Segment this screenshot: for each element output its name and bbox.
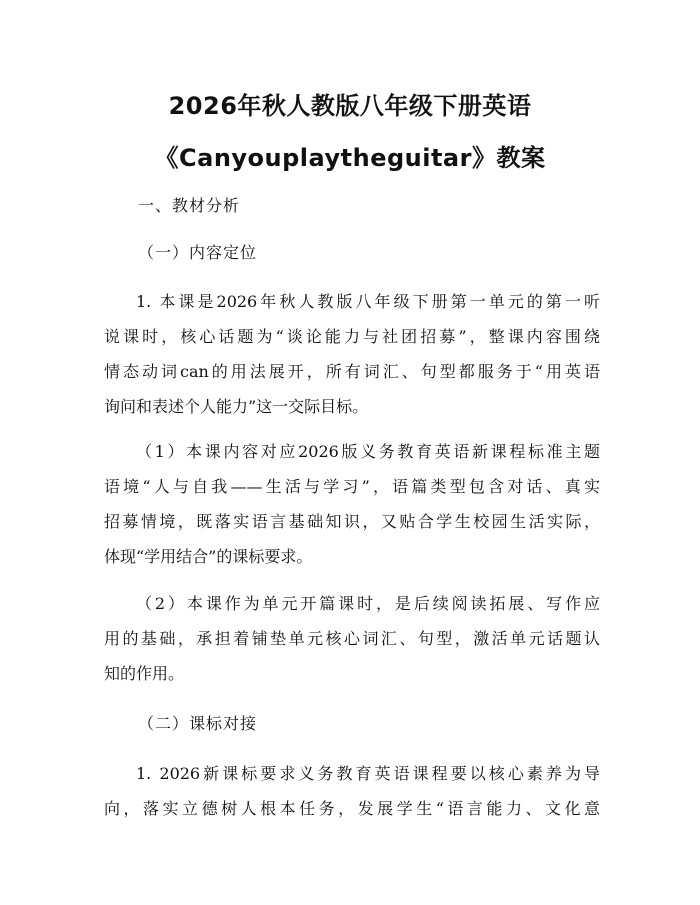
paragraph-line: 向，落实立德树人根本任务，发展学生“语言能力、文化意: [104, 799, 600, 818]
paragraph-2: [104, 434, 600, 574]
paragraph-3: [104, 586, 600, 691]
paragraph-line: 1. 2026新课标要求义务教育英语课程要以核心素养为导: [136, 764, 600, 783]
paragraph-line: 招募情境，既落实语言基础知识，又贴合学生校园生活实际，: [104, 512, 600, 531]
paragraph-line: 说课时，核心话题为“谈论能力与社团招募”，整课内容围绕: [104, 327, 600, 346]
paragraph-1: [104, 284, 600, 424]
paragraph-line: 知的作用。: [104, 664, 185, 683]
document-title-line-2: 《Canyouplaytheguitar》教案: [154, 144, 546, 172]
section-heading-textbook-analysis: 一、教材分析: [138, 196, 241, 215]
subsection-heading-content-positioning: （一）内容定位: [138, 243, 258, 262]
paragraph-4: [104, 756, 600, 826]
paragraph-line: （1）本课内容对应2026版义务教育英语新课程标准主题: [136, 442, 600, 461]
paragraph-line: （2）本课作为单元开篇课时，是后续阅读拓展、写作应: [136, 594, 600, 613]
subsection-heading-curriculum-alignment: （二）课标对接: [138, 714, 258, 733]
paragraph-line: 用的基础，承担着铺垫单元核心词汇、句型，激活单元话题认: [104, 629, 600, 648]
document-title-line-1: 2026年秋人教版八年级下册英语: [168, 92, 532, 120]
paragraph-line: 语境“人与自我——生活与学习”，语篇类型包含对话、真实: [104, 477, 600, 496]
paragraph-line: 体现“学用结合”的课标要求。: [104, 547, 313, 566]
paragraph-line: 询问和表述个人能力”这一交际目标。: [104, 397, 369, 416]
paragraph-line: 情态动词can的用法展开，所有词汇、句型都服务于“用英语: [104, 362, 600, 381]
paragraph-line: 1. 本课是2026年秋人教版八年级下册第一单元的第一听: [136, 292, 600, 311]
